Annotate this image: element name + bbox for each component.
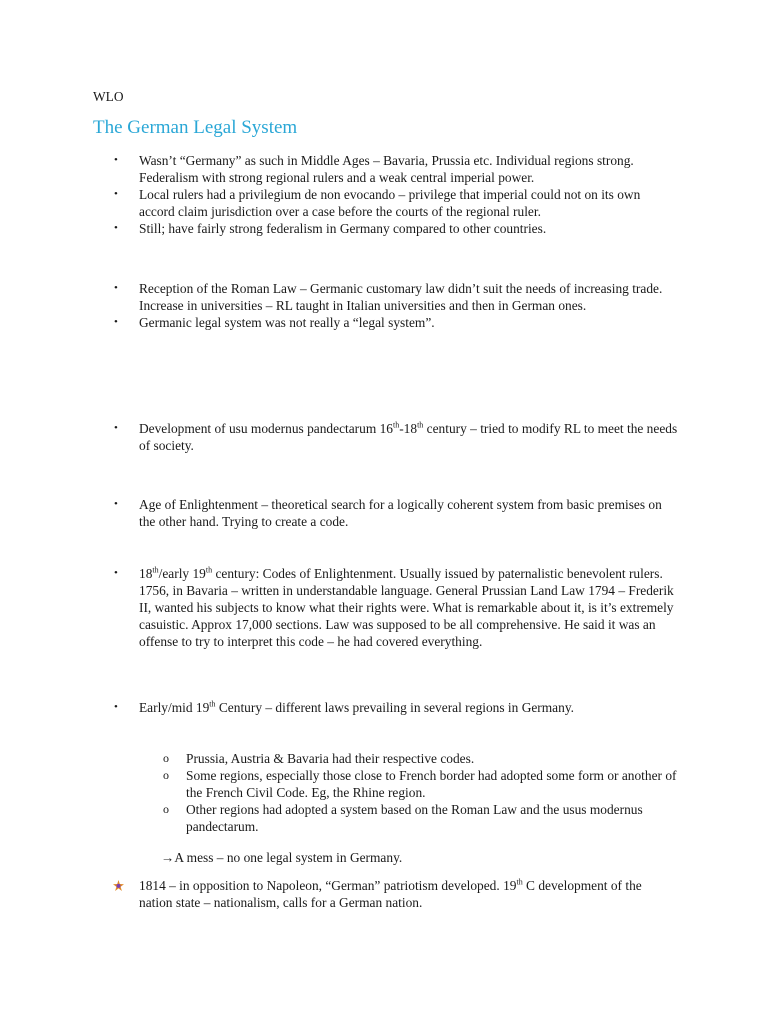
sub-list-item: [0, 750, 768, 767]
header-label: WLO: [93, 89, 124, 104]
list-item: [0, 420, 768, 454]
bullet-icon: •: [114, 567, 118, 579]
bullet-list-codes: [0, 565, 768, 650]
bullet-icon: •: [114, 222, 118, 234]
bullet-icon: •: [114, 498, 118, 510]
sub-list-item: [0, 767, 768, 801]
bullet-icon: •: [114, 154, 118, 166]
list-item-text: Still; have fairly strong federalism in Germany compared to other countries.: [139, 221, 547, 236]
sub-list-item-text: Other regions had adopted a system based on the Roman Law and the usus modernus pandectarum.: [186, 802, 643, 834]
list-item: [0, 877, 768, 911]
star-bullet-icon: [113, 880, 124, 891]
sub-list-item-text: Some regions, especially those close to French border had adopted some form or another of the French Civil Code. Eg, the Rhine region.: [186, 768, 677, 800]
bullet-list-federalism: [0, 152, 768, 237]
list-item: [0, 699, 768, 716]
list-item-text: Reception of the Roman Law – Germanic customary law didn’t suit the needs of increasing trade. Increase in universities – RL taught in Italian universities and then in German ones.: [139, 281, 663, 313]
conclusion-line: [161, 849, 402, 866]
document-title: The German Legal System: [93, 117, 298, 138]
circle-bullet-icon: o: [163, 768, 169, 782]
list-item: [0, 186, 768, 220]
list-item: [0, 280, 768, 314]
bullet-icon: •: [114, 316, 118, 328]
circle-bullet-icon: o: [163, 751, 169, 765]
list-item-text: Early/mid 19th Century – different laws prevailing in several regions in Germany.: [139, 699, 574, 715]
circle-bullet-icon: o: [163, 802, 169, 816]
bullet-list-enlightenment: [0, 496, 768, 530]
list-item-text: Germanic legal system was not really a “legal system”.: [139, 315, 435, 330]
bullet-icon: •: [114, 282, 118, 294]
sub-list-regions: [0, 750, 768, 835]
list-item-text: Wasn’t “Germany” as such in Middle Ages – Bavaria, Prussia etc. Individual regions strong. Federalism with strong regional rulers and a weak central imperial power.: [139, 153, 634, 185]
list-item: [0, 496, 768, 530]
list-item-text: 1814 – in opposition to Napoleon, “German” patriotism developed. 19th C development of the nation state – nationalism, calls for a German nation.: [139, 877, 642, 910]
sub-list-item: [0, 801, 768, 835]
list-item: [0, 565, 768, 650]
list-item-text: Local rulers had a privilegium de non evocando – privilege that imperial could not on its own accord claim jurisdiction over a case before the courts of the regional ruler.: [139, 187, 641, 219]
bullet-icon: •: [114, 422, 118, 434]
conclusion-text: A mess – no one legal system in Germany.: [174, 850, 403, 865]
list-item: [0, 314, 768, 331]
bullet-list-usu-modernus: [0, 420, 768, 454]
arrow-right-icon: →: [161, 850, 175, 865]
list-item: [0, 152, 768, 186]
bullet-list-nationalism: [0, 877, 768, 911]
bullet-list-roman-law: [0, 280, 768, 331]
list-item-text: 18th/early 19th century: Codes of Enlightenment. Usually issued by paternalistic benevolent rulers. 1756, in Bavaria – written in understandable language. General Prussian Land Law 1794 – Frederik II, wanted his subjects to know what their rights were. What is remarkable about it, is it’s extremely casuistic. Approx 17,000 sections. Law was supposed to be all comprehensive. He said it was an offense to try to interpret this code – he had covered everything.: [139, 565, 674, 649]
list-item-text: Age of Enlightenment – theoretical search for a logically coherent system from basic premises on the other hand. Trying to create a code.: [139, 497, 662, 529]
bullet-icon: •: [114, 188, 118, 200]
list-item: [0, 220, 768, 237]
list-item-text: Development of usu modernus pandectarum 16th-18th century – tried to modify RL to meet the needs of society.: [139, 420, 678, 453]
bullet-icon: •: [114, 701, 118, 713]
sub-list-item-text: Prussia, Austria & Bavaria had their respective codes.: [186, 751, 475, 766]
bullet-list-19th-century: [0, 699, 768, 716]
